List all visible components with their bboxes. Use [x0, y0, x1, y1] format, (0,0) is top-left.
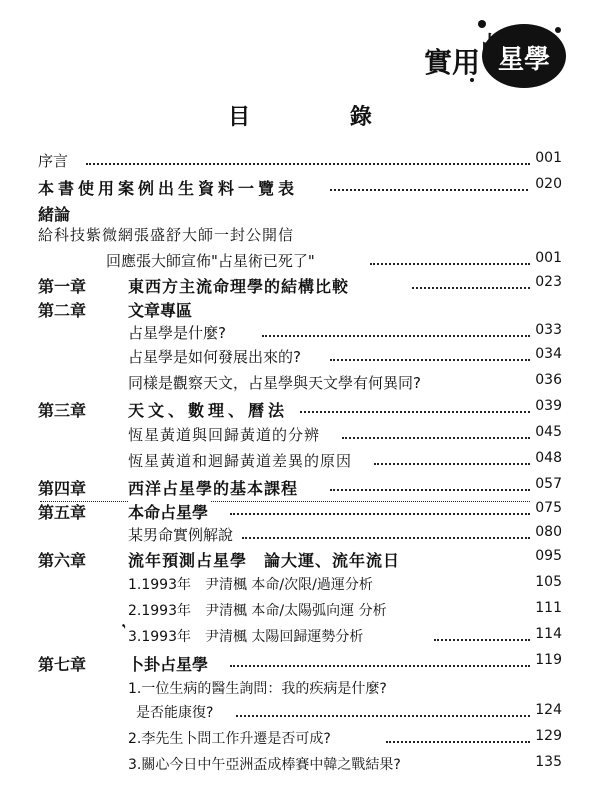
toc-entry-text: 流年預測占星學 論大運、流年流日: [128, 548, 402, 571]
toc-entry-chapter-4[interactable]: [0, 476, 600, 502]
toc-entry-page: 105: [535, 574, 562, 590]
toc-entry-text: 給科技紫微網張盛舒大師一封公開信: [38, 226, 295, 244]
toc-entry-text: 本書使用案例出生資料一覽表: [38, 176, 300, 199]
dot-leader: [370, 263, 530, 265]
dot-leader: [330, 489, 530, 491]
dot-leader: [412, 287, 530, 289]
toc-entry-page: 048: [535, 450, 562, 466]
chapter-label: 第二章: [38, 301, 87, 320]
chapter-label: 第四章: [38, 479, 87, 498]
chapter-label: 第六章: [38, 551, 87, 570]
toc-entry-chapter-1[interactable]: [0, 274, 600, 300]
dot-leader: [374, 463, 530, 465]
toc-entry-page: 119: [535, 652, 562, 668]
toc-entry-text: 3.關心今日中午亞洲盃成棒賽中韓之戰結果?: [128, 754, 403, 774]
toc-entry-open-letter[interactable]: [0, 224, 600, 250]
dot-leader: [230, 665, 530, 667]
dot-leader: [330, 189, 528, 191]
toc-entry-case-1[interactable]: [0, 574, 600, 600]
toc-entry-chapter-2[interactable]: [0, 298, 600, 324]
toc-entry-page: 039: [535, 398, 562, 414]
toc-entry-page: 095: [535, 548, 562, 564]
dot-leader: [342, 437, 530, 439]
toc-entry-text: 西洋占星學的基本課程: [128, 476, 300, 499]
toc-entry-page: 001: [535, 150, 562, 166]
toc-entry-page: 033: [535, 322, 562, 338]
chapter-label: 第七章: [38, 655, 87, 674]
toc-entry-page: 111: [535, 600, 562, 616]
toc-entry-page: 124: [535, 702, 562, 718]
dot-leader: [300, 411, 530, 413]
toc-entry-case-2[interactable]: [0, 600, 600, 626]
toc-entry-text: 本命占星學: [128, 500, 210, 523]
dot-leader: [242, 537, 530, 539]
toc-entry-text: 1.一位生病的醫生詢問：我的疾病是什麼?: [128, 678, 389, 698]
chapter-label: 第五章: [38, 503, 87, 522]
book-logo: [418, 10, 570, 92]
toc-entry-text: 同樣是觀察天文，占星學與天文學有何異同?: [128, 374, 421, 392]
dot-leader: [262, 335, 530, 337]
svg-text:實用: 實用: [424, 46, 481, 79]
toc-entry-page: 080: [535, 524, 562, 540]
toc-entry-page: 129: [535, 728, 562, 744]
toc-entry-text: 3.1993年 尹清楓 太陽回歸運勢分析: [128, 626, 365, 646]
toc-entry-astrology-vs-astronomy[interactable]: [0, 372, 600, 398]
svg-text:占: 占: [480, 31, 500, 55]
toc-entry-page: 045: [535, 424, 562, 440]
toc-entry-text: 序言: [38, 152, 69, 170]
toc-entry-page: 135: [535, 754, 562, 770]
toc-entry-text: 緒論: [38, 202, 72, 225]
toc-entry-page: 114: [535, 626, 562, 642]
toc-entry-case-3[interactable]: [0, 626, 600, 652]
toc-entry-chapter-7[interactable]: [0, 652, 600, 678]
dot-leader: [236, 715, 530, 717]
toc-entry-zodiac-difference[interactable]: [0, 450, 600, 476]
toc-entry-text: 天文、數理、曆法: [128, 398, 290, 421]
toc-entry-recovery[interactable]: [0, 702, 600, 728]
toc-entry-text: 是否能康復?: [136, 702, 215, 722]
toc-entry-text: 文章專區: [128, 298, 194, 321]
toc-entry-page: 057: [535, 476, 562, 492]
toc-entry-response[interactable]: [0, 250, 600, 276]
toc-entry-text: 回應張大師宣佈"占星術已死了": [106, 252, 315, 270]
toc-entry-page: 001: [535, 250, 562, 266]
toc-entry-text: 2.1993年 尹清楓 本命/太陽弧向運 分析: [128, 600, 389, 620]
toc-entry-sidereal-tropical[interactable]: [0, 424, 600, 450]
dot-leader: [434, 639, 530, 641]
dot-leader: [330, 359, 530, 361]
toc-entry-page: 036: [535, 372, 562, 388]
toc-entry-astrology-origin[interactable]: [0, 346, 600, 372]
toc-entry-baseball[interactable]: [0, 754, 600, 780]
toc-entry-sick-doctor[interactable]: [0, 678, 600, 704]
toc-entry-male-case[interactable]: [0, 524, 600, 550]
toc-entry-promotion[interactable]: [0, 728, 600, 754]
toc-entry-chapter-5[interactable]: [0, 500, 600, 526]
toc-entry-text: 恆星黃道和迴歸黃道差異的原因: [128, 452, 353, 470]
toc-entry-text: 卜卦占星學: [128, 652, 210, 675]
dot-leader: [86, 163, 530, 165]
toc-entry-text: 恆星黃道與回歸黃道的分辨: [128, 426, 321, 444]
ink-mark: ❜: [120, 621, 132, 638]
toc-entry-text: 占星學是如何發展出來的?: [128, 348, 301, 366]
toc-entry-text: 1.1993年 尹清楓 本命/次限/過運分析: [128, 574, 375, 594]
toc-entry-birth-data[interactable]: [0, 176, 600, 202]
svg-text:星學: 星學: [498, 45, 551, 75]
page-title: 目 錄: [228, 105, 418, 130]
dot-leader: [386, 741, 530, 743]
dot-leader: [230, 513, 530, 515]
toc-entry-chapter-6[interactable]: [0, 548, 600, 574]
toc-entry-page: 034: [535, 346, 562, 362]
toc-entry-text: 2.李先生卜問工作升遷是否可成?: [128, 728, 333, 748]
chapter-label: 第一章: [38, 277, 87, 296]
toc-entry-page: 075: [535, 500, 562, 516]
toc-entry-text: 東西方主流命理學的結構比較: [128, 274, 351, 297]
toc-entry-text: 某男命實例解說: [128, 526, 234, 544]
toc-entry-text: 占星學是什麼?: [128, 324, 226, 342]
chapter-label: 第三章: [38, 401, 87, 420]
toc-entry-what-is-astrology[interactable]: [0, 322, 600, 348]
toc-entry-page: 020: [535, 176, 562, 192]
toc-entry-chapter-3[interactable]: [0, 398, 600, 424]
toc-entry-page: 023: [535, 274, 562, 290]
toc-entry-preface[interactable]: [0, 150, 600, 176]
